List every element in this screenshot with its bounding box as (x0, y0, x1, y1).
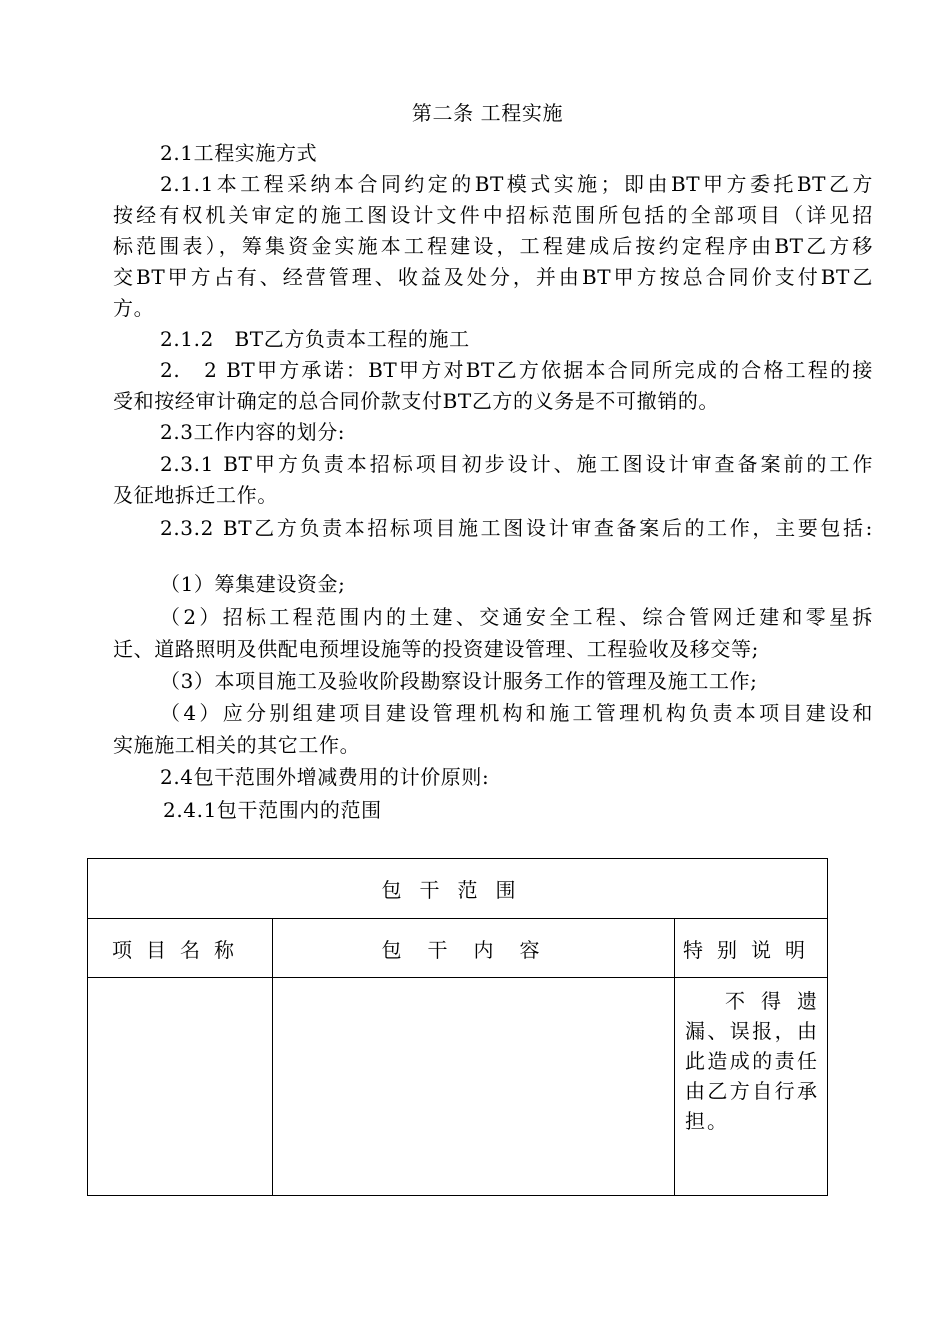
paragraph-line: 2.1.1本工程采纳本合同约定的BT模式实施；即由BT甲方委托BT乙方 (160, 172, 873, 196)
cell-item (88, 978, 273, 1196)
paragraph-line: 2.3工作内容的划分: (160, 420, 346, 444)
paragraph-line: 2.3.1 BT甲方负责本招标项目初步设计、施工图设计审查备案前的工作 (160, 452, 873, 476)
paragraph-line: 2.4包干范围外增减费用的计价原则: (160, 765, 490, 789)
paragraph-line: 交BT甲方占有、经营管理、收益及处分，并由BT甲方按总合同价支付BT乙 (113, 265, 873, 289)
paragraph-line: 2.4.1包干范围内的范围 (163, 798, 382, 822)
column-header-item: 项目名称 (88, 919, 273, 978)
paragraph-line: （2）招标工程范围内的土建、交通安全工程、综合管网迁建和零星拆 (160, 605, 873, 629)
paragraph-line: （1）筹集建设资金; (160, 572, 346, 596)
table-header: 包干范围 (88, 859, 828, 919)
cell-note: 不得遗漏、误报，由此造成的责任由乙方自行承担。 (675, 978, 828, 1196)
paragraph-line: 2.1工程实施方式 (160, 141, 318, 165)
paragraph-line: 方。 (113, 296, 155, 320)
column-header-note: 特别说明 (675, 919, 828, 978)
paragraph-line: 实施施工相关的其它工作。 (113, 733, 361, 757)
column-header-content: 包干内容 (273, 919, 675, 978)
paragraph-line: 迁、道路照明及供配电预埋设施等的投资建设管理、工程验收及移交等; (113, 637, 759, 661)
section-title: 第二条 工程实施 (411, 101, 564, 125)
paragraph-line: 标范围表），筹集资金实施本工程建设，工程建成后按约定程序由BT乙方移 (113, 234, 873, 258)
paragraph-line: 2. 2 BT甲方承诺：BT甲方对BT乙方依据本合同所完成的合格工程的接 (160, 358, 873, 382)
scope-table (87, 858, 828, 1196)
paragraph-line: 及征地拆迁工作。 (113, 483, 278, 507)
paragraph-line: 2.3.2 BT乙方负责本招标项目施工图设计审查备案后的工作，主要包括: (160, 516, 873, 540)
paragraph-line: 2.1.2 BT乙方负责本工程的施工 (160, 327, 470, 351)
paragraph-line: 按经有权机关审定的施工图设计文件中招标范围所包括的全部项目（详见招 (113, 203, 873, 227)
paragraph-line: 受和按经审计确定的总合同价款支付BT乙方的义务是不可撤销的。 (113, 389, 720, 413)
cell-content (273, 978, 675, 1196)
paragraph-line: （3）本项目施工及验收阶段勘察设计服务工作的管理及施工工作; (160, 669, 758, 693)
paragraph-line: （4）应分别组建项目建设管理机构和施工管理机构负责本项目建设和 (160, 701, 873, 725)
